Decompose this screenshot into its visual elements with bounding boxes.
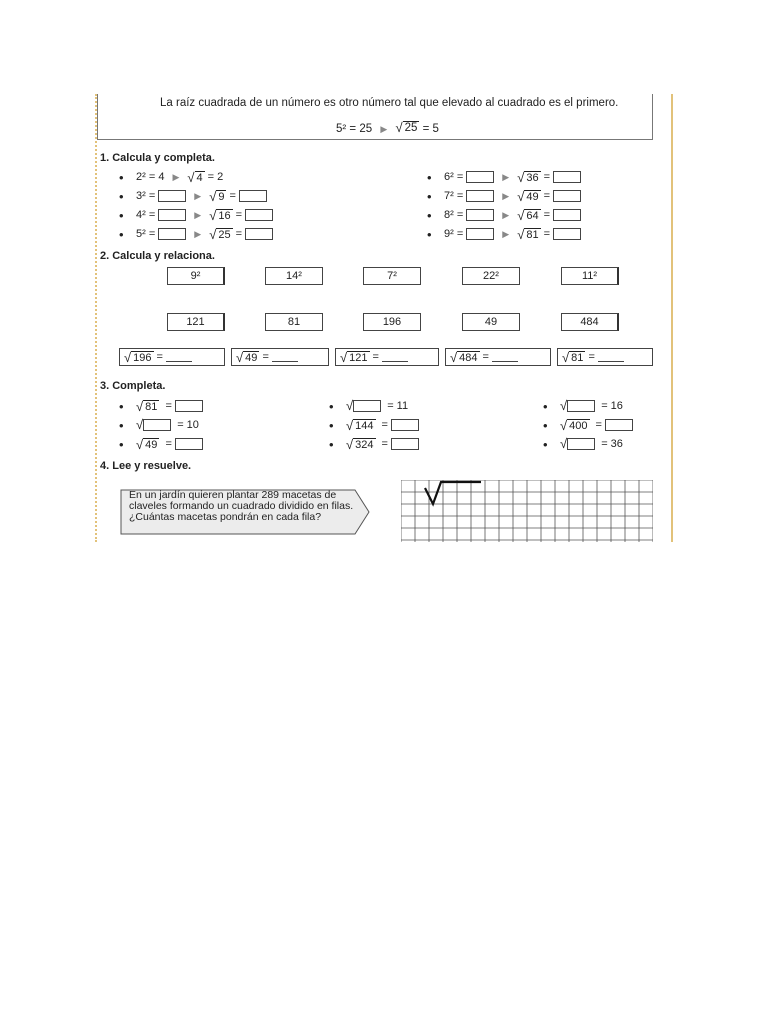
radical — [346, 400, 381, 412]
result: = — [543, 209, 551, 221]
radical-icon: √ — [517, 188, 525, 204]
radical-icon: √ — [562, 349, 570, 365]
answer-box[interactable] — [175, 400, 203, 412]
exercise-row — [119, 189, 267, 203]
value-cell: 81 — [265, 313, 323, 331]
result: = 16 — [598, 400, 623, 412]
result: = 11 — [384, 400, 409, 412]
complete-row — [543, 418, 633, 432]
radical — [340, 351, 370, 364]
bullet: • — [427, 169, 432, 185]
radicand: 49 — [245, 351, 258, 364]
answer-box[interactable] — [567, 400, 595, 412]
arrow-icon: ▶ — [194, 228, 202, 239]
radical — [560, 419, 590, 432]
radicand: 196 — [133, 351, 152, 364]
answer-box[interactable] — [158, 209, 186, 221]
answer-line[interactable] — [492, 352, 518, 362]
radical-icon: √ — [346, 417, 354, 433]
radical-icon: √ — [346, 398, 354, 413]
result: = — [162, 400, 172, 412]
power: 3² = — [136, 190, 156, 202]
section-3-title: 3. Completa. — [100, 380, 166, 392]
answer-box[interactable] — [143, 419, 171, 431]
complete-row — [119, 399, 203, 413]
bullet: • — [427, 207, 432, 223]
radicand: 25 — [218, 228, 231, 241]
result: = — [229, 190, 236, 202]
definition-box — [97, 94, 653, 140]
bullet: • — [329, 398, 334, 414]
answer-box[interactable] — [466, 190, 494, 202]
complete-row — [543, 437, 623, 451]
answer-box[interactable] — [567, 438, 595, 450]
answer-box[interactable] — [466, 209, 494, 221]
exercise-row — [119, 170, 223, 184]
bullet: • — [543, 417, 548, 433]
value-cell: 121 — [167, 313, 225, 331]
complete-row — [119, 437, 203, 451]
root-cell[interactable] — [119, 348, 225, 366]
complete-row — [329, 437, 419, 451]
answer-box[interactable] — [553, 209, 581, 221]
exercise-row — [427, 208, 581, 222]
answer-box[interactable] — [553, 171, 581, 183]
exercise-row — [119, 227, 273, 241]
radical-icon: √ — [450, 349, 458, 365]
answer-box[interactable] — [245, 228, 273, 240]
answer-box[interactable] — [466, 171, 494, 183]
radical-icon: √ — [209, 207, 217, 223]
root-cell[interactable] — [445, 348, 551, 366]
bullet: • — [427, 188, 432, 204]
arrow-icon: ▶ — [502, 228, 510, 239]
power-cell: 14² — [265, 267, 323, 285]
result: = — [378, 419, 388, 431]
grid-lines — [401, 480, 653, 542]
value-cell: 484 — [561, 313, 619, 331]
answer-box[interactable] — [175, 438, 203, 450]
result: = — [378, 438, 388, 450]
radical-icon: √ — [560, 417, 568, 433]
radical-icon: √ — [560, 398, 568, 413]
radicand: 81 — [145, 400, 158, 413]
bullet: • — [119, 226, 124, 242]
radical-icon: √ — [209, 226, 217, 242]
exercise-row — [427, 170, 581, 184]
radicand: 121 — [349, 351, 368, 364]
radical — [209, 228, 232, 241]
exercise-row — [119, 208, 273, 222]
power: 5² = — [136, 228, 156, 240]
radical — [136, 438, 159, 451]
power: 6² = — [444, 171, 464, 183]
radical-icon: √ — [395, 120, 403, 135]
radical-icon: √ — [209, 188, 217, 204]
power-cell: 9² — [167, 267, 225, 285]
power-cell: 7² — [363, 267, 421, 285]
complete-row — [329, 418, 419, 432]
result: = — [235, 209, 243, 221]
power: 2² = 4 — [136, 171, 165, 183]
radical — [450, 351, 480, 364]
exercise-row — [427, 189, 581, 203]
radical — [209, 190, 226, 203]
radical — [346, 419, 376, 432]
problem-text: En un jardín quieren plantar 289 macetas de claveles formando un cuadrado dividido en filas. ¿Cuántas macetas pondrán en cada fila? — [129, 489, 354, 523]
answer-line[interactable] — [382, 352, 408, 362]
bullet: • — [119, 169, 124, 185]
radical-icon: √ — [136, 436, 144, 452]
section-1-title: 1. Calcula y completa. — [100, 152, 215, 164]
bullet: • — [119, 207, 124, 223]
value-cell: 49 — [462, 313, 520, 331]
arrow-icon: ▶ — [502, 190, 510, 201]
complete-row — [329, 399, 408, 413]
radicand: 25 — [404, 122, 418, 134]
definition-formula — [336, 121, 439, 135]
radicand: 36 — [526, 171, 539, 184]
radical — [517, 228, 540, 241]
root-cell[interactable] — [335, 348, 439, 366]
radical-icon: √ — [517, 226, 525, 242]
answer-box[interactable] — [353, 400, 381, 412]
bullet: • — [119, 398, 124, 414]
formula-result: = 5 — [422, 123, 439, 135]
bullet: • — [329, 417, 334, 433]
radical-icon: √ — [124, 349, 132, 365]
equals: = — [153, 351, 163, 363]
bullet: • — [543, 436, 548, 452]
radicand: 144 — [355, 419, 374, 432]
value-cell: 196 — [363, 313, 421, 331]
arrow-icon: ▶ — [194, 190, 202, 201]
radical-icon: √ — [517, 207, 525, 223]
radical — [517, 190, 540, 203]
radical-icon: √ — [346, 436, 354, 452]
formula-power: 5² = 25 — [336, 123, 373, 135]
answer-box[interactable] — [158, 228, 186, 240]
exercise-row — [427, 227, 581, 241]
bullet: • — [543, 398, 548, 414]
radical — [124, 351, 154, 364]
result: = 36 — [598, 438, 623, 450]
radical — [560, 400, 595, 412]
arrow-icon: ▶ — [172, 171, 180, 182]
equals: = — [479, 351, 489, 363]
radical — [517, 171, 540, 184]
radical — [236, 351, 259, 364]
answer-box[interactable] — [391, 419, 419, 431]
result: = — [162, 438, 172, 450]
result: = — [235, 228, 243, 240]
power-cell: 11² — [561, 267, 619, 285]
radical-icon: √ — [236, 349, 244, 365]
complete-row — [543, 399, 623, 413]
radical — [346, 438, 376, 451]
radicand: 324 — [355, 438, 374, 451]
answer-line[interactable] — [598, 352, 624, 362]
bullet: • — [119, 436, 124, 452]
answer-line[interactable] — [166, 352, 192, 362]
bullet: • — [329, 436, 334, 452]
power: 4² = — [136, 209, 156, 221]
arrow-icon: ▶ — [194, 209, 202, 220]
root-cell[interactable] — [231, 348, 329, 366]
worksheet — [95, 94, 673, 542]
radicand: 49 — [145, 438, 158, 451]
radical-icon: √ — [340, 349, 348, 365]
answer-box[interactable] — [158, 190, 186, 202]
radical — [395, 121, 419, 134]
power-cell: 22² — [462, 267, 520, 285]
answer-box[interactable] — [466, 228, 494, 240]
radicand: 49 — [526, 190, 539, 203]
root-cell[interactable] — [557, 348, 653, 366]
equals: = — [369, 351, 379, 363]
arrow-icon: ▶ — [502, 209, 510, 220]
result: = — [543, 171, 551, 183]
arrow-icon: ▶ — [380, 124, 388, 134]
radical-icon: √ — [136, 398, 144, 414]
equals: = — [259, 351, 269, 363]
radical-icon: √ — [136, 417, 144, 432]
radicand: 16 — [218, 209, 231, 222]
radical — [562, 351, 585, 364]
radical — [560, 438, 595, 450]
arrow-icon: ▶ — [502, 171, 510, 182]
answer-line[interactable] — [272, 352, 298, 362]
radical — [517, 209, 540, 222]
handwritten-radical — [425, 482, 481, 504]
answer-box[interactable] — [239, 190, 267, 202]
section-4-title: 4. Lee y resuelve. — [100, 460, 192, 472]
answer-box[interactable] — [245, 209, 273, 221]
radical — [136, 419, 171, 431]
result: = — [543, 228, 551, 240]
radicand: 9 — [218, 190, 225, 203]
power: 9² = — [444, 228, 464, 240]
radicand: 64 — [526, 209, 539, 222]
answer-grid[interactable] — [401, 480, 653, 542]
radicand: 400 — [569, 419, 588, 432]
radical — [187, 171, 204, 184]
definition-text: La raíz cuadrada de un número es otro número tal que elevado al cuadrado es el primero. — [160, 97, 619, 109]
radical-icon: √ — [517, 169, 525, 185]
complete-row — [119, 418, 199, 432]
power: 8² = — [444, 209, 464, 221]
bullet: • — [119, 417, 124, 433]
radical-icon: √ — [560, 436, 568, 451]
bullet: • — [119, 188, 124, 204]
bullet: • — [427, 226, 432, 242]
radicand: 4 — [196, 171, 203, 184]
result: = — [543, 190, 551, 202]
section-2-title: 2. Calcula y relaciona. — [100, 250, 215, 262]
radical-icon: √ — [187, 169, 195, 185]
answer-box[interactable] — [605, 419, 633, 431]
result: = 10 — [174, 419, 199, 431]
equals: = — [585, 351, 595, 363]
problem-callout — [119, 488, 367, 538]
radical — [209, 209, 232, 222]
radicand: 484 — [459, 351, 478, 364]
power: 7² = — [444, 190, 464, 202]
answer-box[interactable] — [391, 438, 419, 450]
radical — [136, 400, 159, 413]
radicand: 81 — [571, 351, 584, 364]
answer-box[interactable] — [553, 190, 581, 202]
result: = — [592, 419, 602, 431]
radicand: 81 — [526, 228, 539, 241]
result: = 2 — [207, 171, 224, 183]
answer-box[interactable] — [553, 228, 581, 240]
